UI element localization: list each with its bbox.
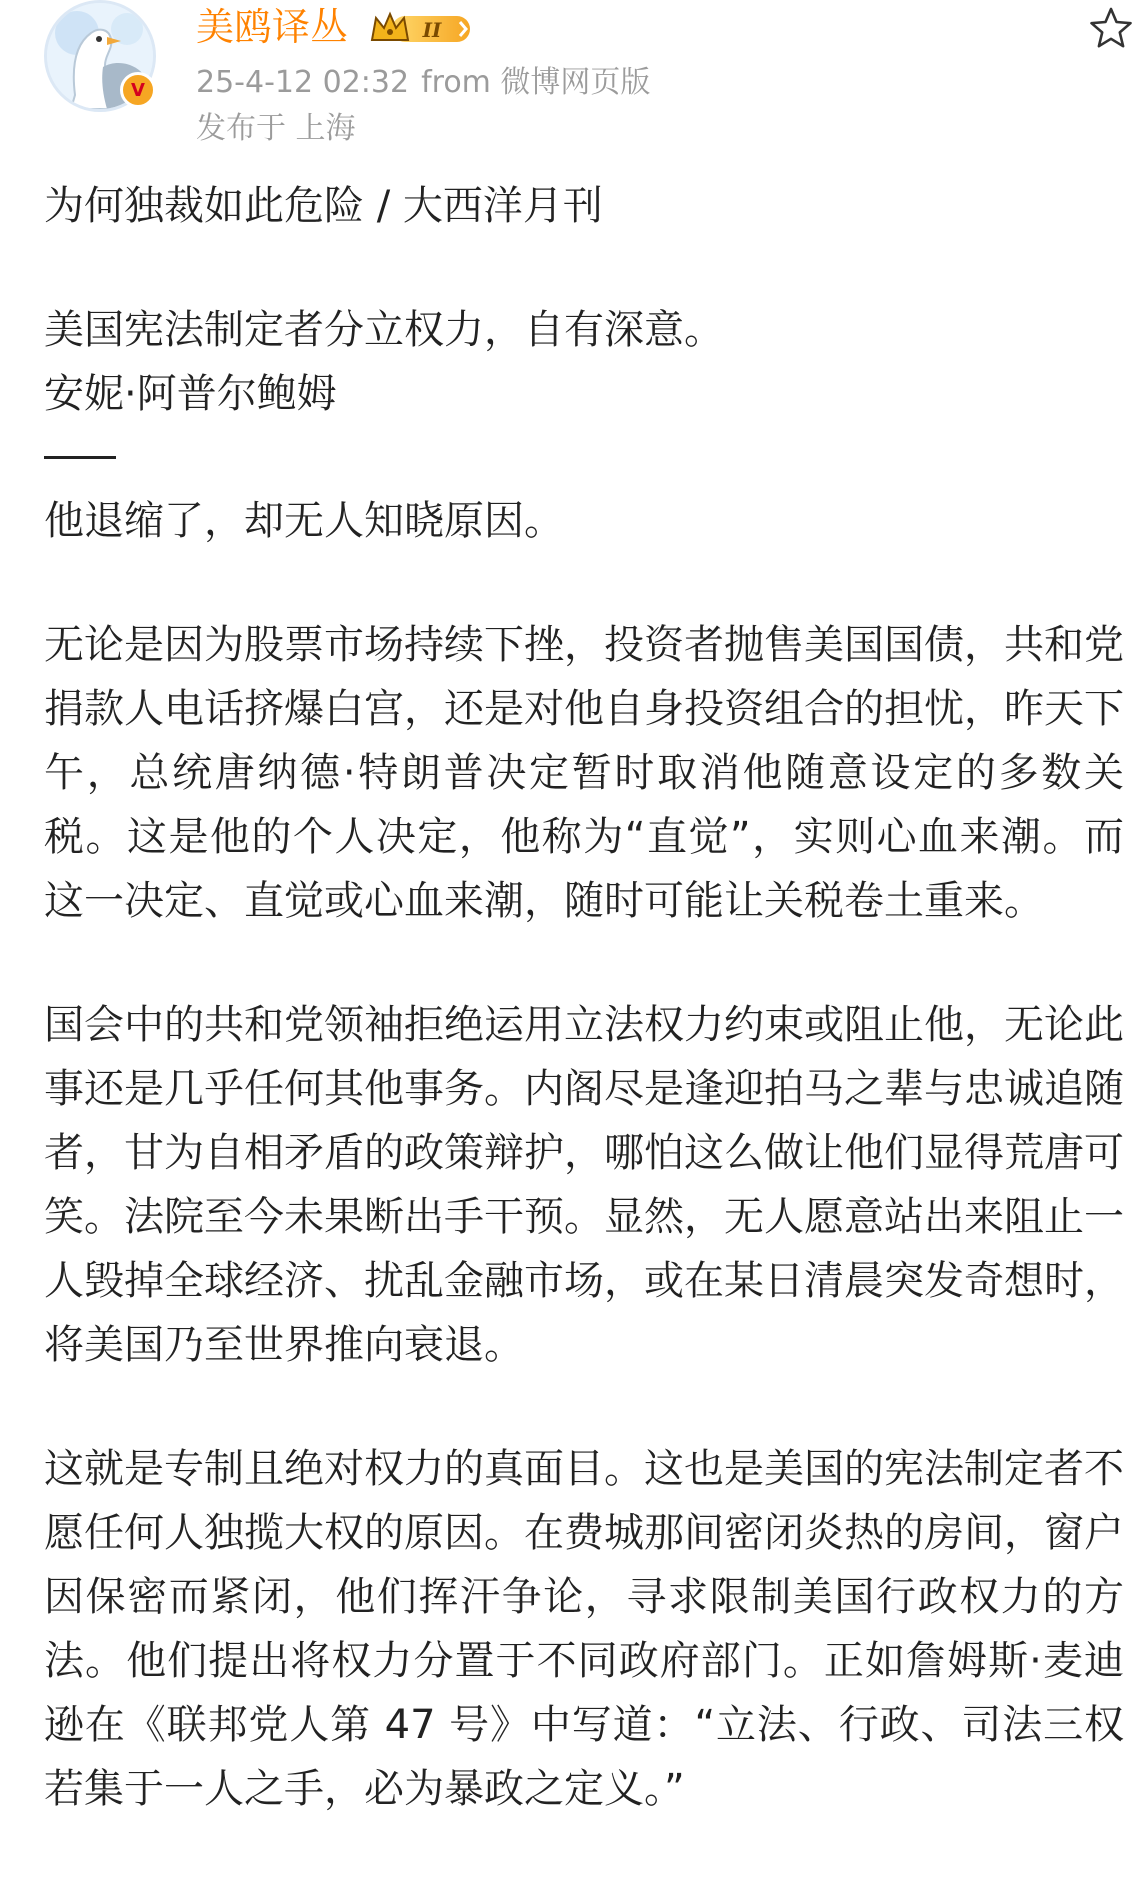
paragraph: 国会中的共和党领袖拒绝运用立法权力约束或阻止他，无论此事还是几乎任何其他事务。内阁尽是逢迎拍马之辈与忠诚追随者，甘为自相矛盾的政策辩护，哪怕这么做让他们显得荒唐可笑。法院至今未果断出手干预。显然，无人愿意站出来阻止一人毁掉全球经济、扰乱金融市场，或在某日清晨突发奇想时，将美国乃至世界推向衰退。 — [44, 1002, 1124, 1368]
username-link[interactable]: 美鸥译丛 — [196, 5, 349, 49]
paragraph: 这就是专制且绝对权力的真面目。这也是美国的宪法制定者不愿任何人独揽大权的原因。在费城那间密闭炎热的房间，窗户因保密而紧闭，他们挥汗争论，寻求限制美国行政权力的方法。他们提出将权力分置于不同政府部门。正如詹姆斯·麦迪逊在《联邦党人第 47 号》中写道：“立法、行政、司法三权若集于一人之手，必为暴政之定义。” — [44, 1446, 1124, 1812]
post-meta — [196, 62, 650, 104]
post-header — [0, 0, 1146, 160]
post-source: from 微博网页版 — [421, 65, 651, 100]
post-body — [44, 174, 1124, 1821]
divider — [44, 456, 116, 459]
post-location: 发布于 上海 — [196, 111, 356, 146]
post-timestamp[interactable]: 25-4-12 02:32 — [196, 65, 410, 100]
post-lead: 他退缩了，却无人知晓原因。 — [44, 498, 564, 544]
post-title: 为何独裁如此危险 / 大西洋月刊 — [44, 183, 603, 229]
post-subtitle: 美国宪法制定者分立权力，自有深意。 — [44, 307, 724, 353]
star-icon[interactable] — [1086, 4, 1136, 54]
verified-badge-icon: V — [120, 72, 156, 108]
level-text: II — [422, 18, 442, 42]
post-author: 安妮·阿普尔鲍姆 — [44, 371, 337, 417]
paragraph: 无论是因为股票市场持续下挫，投资者抛售美国国债，共和党捐款人电话挤爆白宫，还是对他自身投资组合的担忧，昨天下午，总统唐纳德·特朗普决定暂时取消他随意设定的多数关税。这是他的个人决定，他称为“直觉”，实则心血来潮。而这一决定、直觉或心血来潮，随时可能让关税卷土重来。 — [44, 622, 1124, 924]
crown-level-badge-icon[interactable] — [370, 10, 474, 48]
